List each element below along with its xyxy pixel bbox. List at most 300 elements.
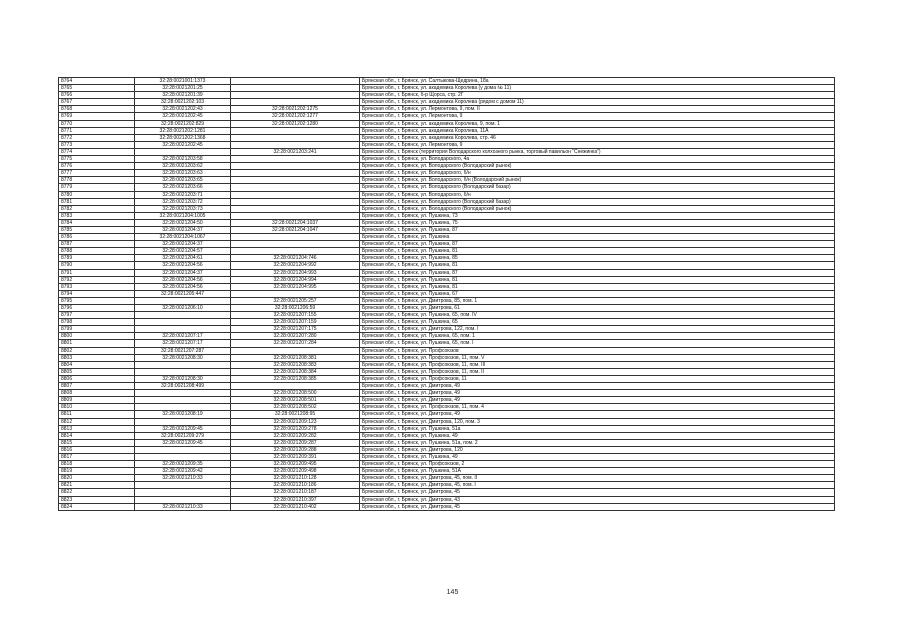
address-cell: Брянская обл., г. Брянск, ул. Дмитрова, 120 [360,446,835,453]
building-cadastral-number-cell: 32:28:0021209:288 [231,446,360,453]
address-cell: Брянская обл., г. Брянск, ул. Дмитрова, 120, пом. 3 [360,418,835,425]
row-number-cell: 8803 [59,354,135,361]
row-number-cell: 8818 [59,461,135,468]
row-number-cell: 8782 [59,205,135,212]
table-row [59,148,835,155]
cadastral-number-cell: 32:28:0021204:57 [135,248,231,255]
building-cadastral-number-cell: 32:28:0021210:187 [231,489,360,496]
building-cadastral-number-cell: 32:28:0021208:500 [231,390,360,397]
address-cell: Брянская обл., г. Брянск, ул. Профсоюзов [360,347,835,354]
building-cadastral-number-cell: 32:28:0021207:280 [231,333,360,340]
building-cadastral-number-cell: 32:28:0021204:1037 [231,219,360,226]
building-cadastral-number-cell: 32:28:0021209:287 [231,439,360,446]
registry-table [58,77,835,511]
table-row [59,319,835,326]
cadastral-number-cell: 32:28:0021204:37 [135,226,231,233]
address-cell: Брянская обл., г. Брянск, ул. Пушкина, 51а [360,425,835,432]
building-cadastral-number-cell: 32:28:0021206:59 [231,305,360,312]
building-cadastral-number-cell: 32:28:0021204:995 [231,283,360,290]
address-cell: Брянская обл., г. Брянск, ул. Пушкина, 51А [360,468,835,475]
address-cell: Брянская обл., г. Брянск, ул. Профсоюзов, 11 [360,375,835,382]
building-cadastral-number-cell: 32:28:0021202:1277 [231,113,360,120]
address-cell: Брянская обл., г. Брянск, ул. Дмитрова, 43 [360,496,835,503]
cadastral-number-cell: 32:28:0021203:71 [135,191,231,198]
table-row [59,354,835,361]
cadastral-number-cell: 32:28:0021209:45 [135,425,231,432]
table-row [59,276,835,283]
address-cell: Брянская обл., г. Брянск, ул. Пушкина, 81 [360,276,835,283]
cadastral-number-cell: 32:28:0021203:73 [135,205,231,212]
building-cadastral-number-cell: 32:28:0021209:278 [231,425,360,432]
table-row [59,333,835,340]
building-cadastral-number-cell: 32:28:0021209:495 [231,461,360,468]
table-row [59,418,835,425]
table-row [59,368,835,375]
address-cell: Брянская обл., г. Брянск, ул. Пушкина, 51а, пом. 2 [360,439,835,446]
table-row [59,461,835,468]
cadastral-number-cell: 32:28:0021204:37 [135,241,231,248]
address-cell: Брянская обл., г. Брянск, ул. Дмитрова, 45, пом. II [360,475,835,482]
address-cell: Брянская обл., г. Брянск, ул. Пушкина, 49 [360,453,835,460]
building-cadastral-number-cell [231,78,360,85]
cadastral-number-cell: 32:28:0021204:37 [135,269,231,276]
cadastral-number-cell: 32:28:0021204:56 [135,262,231,269]
building-cadastral-number-cell [231,191,360,198]
row-number-cell: 8788 [59,248,135,255]
table-row [59,446,835,453]
address-cell: Брянская обл., г. Брянск, ул. Дмитрова, 49 [360,411,835,418]
row-number-cell: 8789 [59,255,135,262]
cadastral-number-cell: 32:28:0021210:33 [135,475,231,482]
table-row [59,475,835,482]
address-cell: Брянская обл., г. Брянск, ул. Дмитрова, 45 [360,489,835,496]
cadastral-number-cell: 32:28:0021207:17 [135,340,231,347]
building-cadastral-number-cell [231,212,360,219]
row-number-cell: 8819 [59,468,135,475]
table-row [59,156,835,163]
table-row [59,312,835,319]
cadastral-number-cell [135,361,231,368]
building-cadastral-number-cell [231,163,360,170]
row-number-cell: 8821 [59,482,135,489]
cadastral-number-cell: 32:28:0021208:19 [135,411,231,418]
cadastral-number-cell: 32:28:0021208:30 [135,375,231,382]
table-row [59,290,835,297]
row-number-cell: 8794 [59,290,135,297]
address-cell: Брянская обл., г. Брянск, ул. Пушкина [360,234,835,241]
building-cadastral-number-cell [231,127,360,134]
cadastral-number-cell: 32:28:0021204:1067 [135,234,231,241]
row-number-cell: 8797 [59,312,135,319]
cadastral-number-cell: 32:28:0021208:30 [135,354,231,361]
row-number-cell: 8801 [59,340,135,347]
cadastral-number-cell: 32:28:0021203:65 [135,177,231,184]
row-number-cell: 8806 [59,375,135,382]
cadastral-number-cell: 32:28:0021207:17 [135,333,231,340]
row-number-cell: 8817 [59,453,135,460]
cadastral-number-cell [135,489,231,496]
row-number-cell: 8805 [59,368,135,375]
row-number-cell: 8816 [59,446,135,453]
building-cadastral-number-cell: 32:28:0021203:241 [231,148,360,155]
table-row [59,453,835,460]
building-cadastral-number-cell [231,234,360,241]
building-cadastral-number-cell: 32:28:0021208:502 [231,404,360,411]
row-number-cell: 8773 [59,141,135,148]
building-cadastral-number-cell: 32:28:0021207:159 [231,319,360,326]
row-number-cell: 8780 [59,191,135,198]
address-cell: Брянская обл., г. Брянск, ул. Пушкина, 65, пом. IV [360,312,835,319]
address-cell: Брянская обл., г. Брянск, ул. Дмитрова, 45, пом. I [360,482,835,489]
table-row [59,411,835,418]
address-cell: Брянская обл., г. Брянск, ул. Володарского (Володарский рынок) [360,163,835,170]
building-cadastral-number-cell: 32:28:0021209:391 [231,453,360,460]
cadastral-number-cell: 32:28:0021202:45 [135,113,231,120]
table-row [59,347,835,354]
building-cadastral-number-cell [231,248,360,255]
address-cell: Брянская обл., г. Брянск, ул. Дмитрова, 122, пом. I [360,326,835,333]
row-number-cell: 8771 [59,127,135,134]
table-row [59,390,835,397]
table-row [59,170,835,177]
row-number-cell: 8807 [59,383,135,390]
cadastral-number-cell: 32:28:0021209:45 [135,439,231,446]
building-cadastral-number-cell [231,134,360,141]
row-number-cell: 8822 [59,489,135,496]
table-row [59,375,835,382]
table-row [59,212,835,219]
row-number-cell: 8800 [59,333,135,340]
building-cadastral-number-cell [231,241,360,248]
table-row [59,397,835,404]
building-cadastral-number-cell [231,198,360,205]
table-row [59,99,835,106]
address-cell: Брянская обл., г. Брянск, ул. академика Королева, стр. 46 [360,134,835,141]
building-cadastral-number-cell: 32:28:0021202:1280 [231,120,360,127]
building-cadastral-number-cell: 32:28:0021208:383 [231,361,360,368]
row-number-cell: 8791 [59,269,135,276]
cadastral-number-cell [135,446,231,453]
building-cadastral-number-cell [231,383,360,390]
building-cadastral-number-cell: 32:28:0021210:402 [231,503,360,510]
row-number-cell: 8772 [59,134,135,141]
cadastral-number-cell [135,404,231,411]
building-cadastral-number-cell [231,141,360,148]
building-cadastral-number-cell: 32:28:0021210:186 [231,482,360,489]
row-number-cell: 8792 [59,276,135,283]
building-cadastral-number-cell: 32:28:0021210:397 [231,496,360,503]
row-number-cell: 8767 [59,99,135,106]
row-number-cell: 8795 [59,297,135,304]
row-number-cell: 8808 [59,390,135,397]
row-number-cell: 8787 [59,241,135,248]
row-number-cell: 8815 [59,439,135,446]
building-cadastral-number-cell: 32:28:0021207:284 [231,340,360,347]
table-row [59,482,835,489]
address-cell: Брянская обл., г. Брянск, ул. академика Королева (у дома № 11) [360,85,835,92]
cadastral-number-cell [135,297,231,304]
table-row [59,120,835,127]
address-cell: Брянская обл., г. Брянск, б-р Щорса, стр. 2Г [360,92,835,99]
address-cell: Брянская обл., г. Брянск, ул. Пушкина, 81 [360,283,835,290]
address-cell: Брянская обл., г. Брянск, ул. Володарского, 4а [360,156,835,163]
address-cell: Брянская обл., г. Брянск, ул. Пушкина, 87 [360,269,835,276]
row-number-cell: 8786 [59,234,135,241]
cadastral-number-cell [135,148,231,155]
cadastral-number-cell [135,319,231,326]
row-number-cell: 8823 [59,496,135,503]
address-cell: Брянская обл., г. Брянск, ул. Володарского, б/н [360,170,835,177]
table-row [59,106,835,113]
address-cell: Брянская обл., г. Брянск, ул. Пушкина, 65, пом. I [360,340,835,347]
address-cell: Брянская обл., г. Брянск, ул. Володарского (Володарский базар) [360,184,835,191]
cadastral-number-cell: 32:28:0021204:61 [135,255,231,262]
address-cell: Брянская обл., г. Брянск, ул. Пушкина, 81 [360,248,835,255]
building-cadastral-number-cell [231,92,360,99]
building-cadastral-number-cell: 32:28:0021205:257 [231,297,360,304]
address-cell: Брянская обл., г. Брянск, ул. Лермонтова, 9 [360,141,835,148]
table-row [59,241,835,248]
row-number-cell: 8814 [59,432,135,439]
row-number-cell: 8796 [59,305,135,312]
cadastral-number-cell: 32:28:0021209:279 [135,432,231,439]
address-cell: Брянская обл., г. Брянск, ул. Володарского (Володарский рынок) [360,205,835,212]
address-cell: Брянская обл., г. Брянск, ул. академика Королева, 11А [360,127,835,134]
table-row [59,503,835,510]
building-cadastral-number-cell [231,85,360,92]
row-number-cell: 8804 [59,361,135,368]
address-cell: Брянская обл., г. Брянск, ул. Пушкина, 87 [360,226,835,233]
row-number-cell: 8768 [59,106,135,113]
address-cell: Брянская обл., г. Брянск, ул. академика Королева (рядом с домом 11) [360,99,835,106]
table-row [59,198,835,205]
building-cadastral-number-cell: 32:28:0021208:95 [231,411,360,418]
address-cell: Брянская обл., г. Брянск, ул. Дмитрова, 49 [360,397,835,404]
table-row [59,340,835,347]
row-number-cell: 8783 [59,212,135,219]
row-number-cell: 8770 [59,120,135,127]
address-cell: Брянская обл., г. Брянск (территория Володарского колхозного рынка, торговый павильон "Снежинка") [360,148,835,155]
cadastral-number-cell: 32:28:0021209:35 [135,461,231,468]
address-cell: Брянская обл., г. Брянск, ул. Пушкина, 81 [360,262,835,269]
address-cell: Брянская обл., г. Брянск, ул. Пушкина, 65 [360,319,835,326]
address-cell: Брянская обл., г. Брянск, ул. Дмитрова, 61 [360,305,835,312]
building-cadastral-number-cell [231,170,360,177]
address-cell: Брянская обл., г. Брянск, ул. Дмитрова, 49 [360,390,835,397]
registry-table-body [59,78,835,511]
cadastral-number-cell: 32:28:0021203:58 [135,156,231,163]
building-cadastral-number-cell: 32:28:0021209:498 [231,468,360,475]
building-cadastral-number-cell: 32:28:0021208:384 [231,368,360,375]
row-number-cell: 8809 [59,397,135,404]
table-row [59,248,835,255]
address-cell: Брянская обл., г. Брянск, ул. Профсоюзов, 2 [360,461,835,468]
cadastral-number-cell [135,453,231,460]
address-cell: Брянская обл., г. Брянск, ул. Профсоюзов, 11, пом. II [360,368,835,375]
table-row [59,113,835,120]
table-row [59,85,835,92]
address-cell: Брянская обл., г. Брянск, ул. Профсоюзов, 11, пом. 4 [360,404,835,411]
cadastral-number-cell [135,326,231,333]
table-row [59,305,835,312]
table-row [59,127,835,134]
address-cell: Брянская обл., г. Брянск, ул. Салтыкова-Щедрина, 18а [360,78,835,85]
building-cadastral-number-cell: 32:28:0021210:128 [231,475,360,482]
row-number-cell: 8812 [59,418,135,425]
table-row [59,326,835,333]
row-number-cell: 8781 [59,198,135,205]
table-row [59,404,835,411]
building-cadastral-number-cell: 32:28:0021204:746 [231,255,360,262]
cadastral-number-cell [135,312,231,319]
cadastral-number-cell: 32:28:0021001:1373 [135,78,231,85]
table-row [59,234,835,241]
cadastral-number-cell: 32:28:0021209:42 [135,468,231,475]
building-cadastral-number-cell: 32:28:0021204:993 [231,269,360,276]
cadastral-number-cell: 32:28:0021204:50 [135,219,231,226]
building-cadastral-number-cell: 32:28:0021208:381 [231,354,360,361]
address-cell: Брянская обл., г. Брянск, ул. Володарского (Володарский базар) [360,198,835,205]
building-cadastral-number-cell [231,156,360,163]
table-row [59,262,835,269]
building-cadastral-number-cell: 32:28:0021208:385 [231,375,360,382]
table-row [59,226,835,233]
cadastral-number-cell: 32:28:0021202:829 [135,120,231,127]
row-number-cell: 8774 [59,148,135,155]
building-cadastral-number-cell [231,184,360,191]
building-cadastral-number-cell: 32:28:0021208:501 [231,397,360,404]
address-cell: Брянская обл., г. Брянск, ул. Лермонтова, 9 [360,113,835,120]
row-number-cell: 8785 [59,226,135,233]
address-cell: Брянская обл., г. Брянск, ул. Пушкина, 85 [360,255,835,262]
address-cell: Брянская обл., г. Брянск, ул. Пушкина, 87 [360,241,835,248]
table-row [59,191,835,198]
row-number-cell: 8793 [59,283,135,290]
row-number-cell: 8802 [59,347,135,354]
building-cadastral-number-cell: 32:28:0021204:994 [231,276,360,283]
cadastral-number-cell: 32:28:0021202:103 [135,99,231,106]
table-row [59,78,835,85]
cadastral-number-cell: 32:28:0021207:287 [135,347,231,354]
cadastral-number-cell [135,368,231,375]
cadastral-number-cell [135,482,231,489]
table-row [59,269,835,276]
address-cell: Брянская обл., г. Брянск, ул. Профсоюзов, 11, пом. III [360,361,835,368]
table-row [59,92,835,99]
row-number-cell: 8811 [59,411,135,418]
row-number-cell: 8798 [59,319,135,326]
address-cell: Брянская обл., г. Брянск, ул. Лермонтова, 9, пом. II [360,106,835,113]
cadastral-number-cell: 32:28:0021208:499 [135,383,231,390]
row-number-cell: 8779 [59,184,135,191]
building-cadastral-number-cell: 32:28:0021202:1275 [231,106,360,113]
row-number-cell: 8790 [59,262,135,269]
cadastral-number-cell: 32:28:0021203:66 [135,184,231,191]
row-number-cell: 8766 [59,92,135,99]
building-cadastral-number-cell [231,99,360,106]
cadastral-number-cell [135,496,231,503]
address-cell: Брянская обл., г. Брянск, ул. Пушкина, 65, пом. 1 [360,333,835,340]
row-number-cell: 8824 [59,503,135,510]
table-row [59,205,835,212]
cadastral-number-cell: 32:28:0021202:43 [135,106,231,113]
building-cadastral-number-cell: 32:28:0021209:123 [231,418,360,425]
table-row [59,496,835,503]
cadastral-number-cell: 32:28:0021203:63 [135,170,231,177]
cadastral-number-cell: 32:28:0021201:39 [135,92,231,99]
table-row [59,297,835,304]
table-row [59,425,835,432]
address-cell: Брянская обл., г. Брянск, ул. Пушкина, 75 [360,219,835,226]
building-cadastral-number-cell [231,347,360,354]
building-cadastral-number-cell [231,205,360,212]
table-row [59,163,835,170]
row-number-cell: 8765 [59,85,135,92]
row-number-cell: 8799 [59,326,135,333]
cadastral-number-cell: 32:28:0021201:25 [135,85,231,92]
table-row [59,184,835,191]
table-row [59,283,835,290]
address-cell: Брянская обл., г. Брянск, ул. Дмитрова, 45 [360,503,835,510]
row-number-cell: 8784 [59,219,135,226]
table-row [59,177,835,184]
address-cell: Брянская обл., г. Брянск, ул. академика Королева, 9, пом. 1 [360,120,835,127]
cadastral-number-cell: 32:28:0021203:72 [135,198,231,205]
table-row [59,219,835,226]
row-number-cell: 8777 [59,170,135,177]
row-number-cell: 8813 [59,425,135,432]
address-cell: Брянская обл., г. Брянск, ул. Дмитрова, 49 [360,383,835,390]
address-cell: Брянская обл., г. Брянск, ул. Пушкина, 67 [360,290,835,297]
row-number-cell: 8769 [59,113,135,120]
building-cadastral-number-cell: 32:28:0021209:282 [231,432,360,439]
row-number-cell: 8764 [59,78,135,85]
building-cadastral-number-cell [231,290,360,297]
table-row [59,489,835,496]
table-row [59,134,835,141]
cadastral-number-cell: 32:28:0021202:1281 [135,127,231,134]
building-cadastral-number-cell: 32:28:0021204:992 [231,262,360,269]
address-cell: Брянская обл., г. Брянск, ул. Пушкина, 49 [360,432,835,439]
table-row [59,439,835,446]
building-cadastral-number-cell: 32:28:0021207:175 [231,326,360,333]
cadastral-number-cell: 32:28:0021203:62 [135,163,231,170]
cadastral-number-cell [135,390,231,397]
cadastral-number-cell [135,418,231,425]
table-row [59,468,835,475]
cadastral-number-cell [135,397,231,404]
cadastral-number-cell: 32:28:0021202:1368 [135,134,231,141]
row-number-cell: 8775 [59,156,135,163]
table-row [59,141,835,148]
building-cadastral-number-cell: 32:28:0021204:1047 [231,226,360,233]
page-number: 145 [446,589,459,596]
cadastral-number-cell: 32:28:0021205:447 [135,290,231,297]
table-row [59,383,835,390]
row-number-cell: 8778 [59,177,135,184]
row-number-cell: 8810 [59,404,135,411]
cadastral-number-cell: 32:28:0021204:56 [135,276,231,283]
cadastral-number-cell: 32:28:0021210:33 [135,503,231,510]
address-cell: Брянская обл., г. Брянск, ул. Володарского, б/н (Володарский рынок) [360,177,835,184]
cadastral-number-cell: 32:28:0021204:56 [135,283,231,290]
table-row [59,361,835,368]
cadastral-number-cell: 32:28:0021204:1005 [135,212,231,219]
address-cell: Брянская обл., г. Брянск, ул. Володарского, б/н [360,191,835,198]
row-number-cell: 8776 [59,163,135,170]
address-cell: Брянская обл., г. Брянск, ул. Пушкина, 73 [360,212,835,219]
row-number-cell: 8820 [59,475,135,482]
